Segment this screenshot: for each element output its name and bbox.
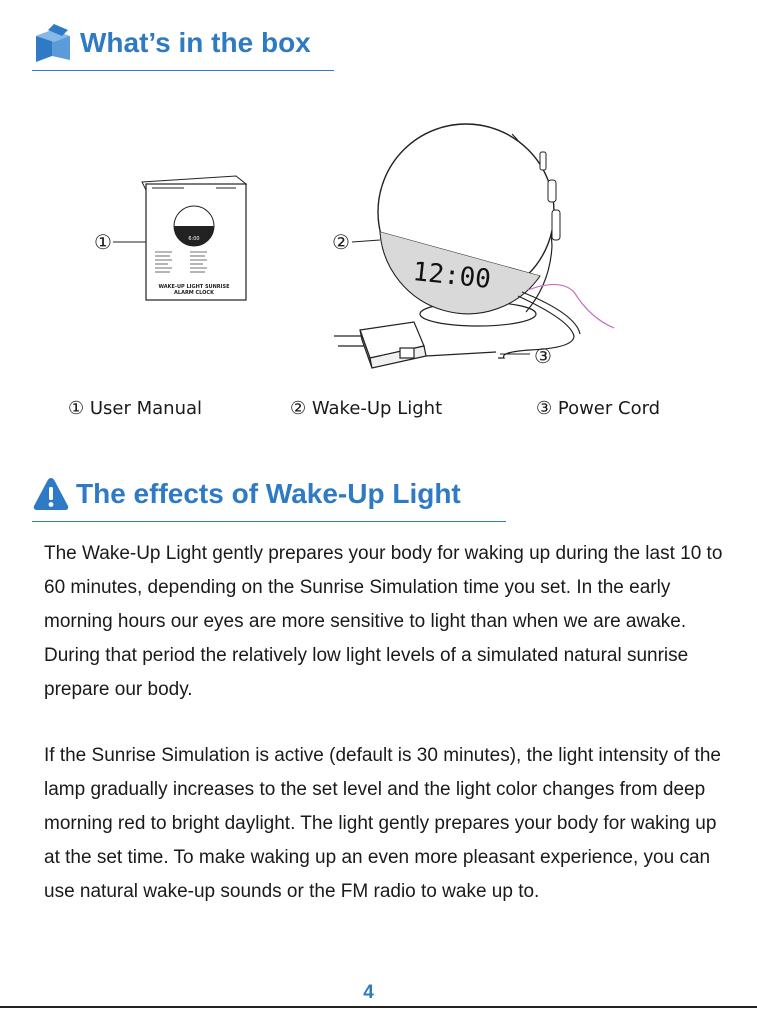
heading-underline (32, 70, 334, 71)
section-title: What’s in the box (80, 27, 311, 58)
manual-title-line1: WAKE-UP LIGHT SUNRISE (158, 284, 230, 290)
warning-icon (32, 476, 70, 512)
user-manual-illustration (142, 176, 246, 300)
heading-underline (32, 521, 506, 522)
wake-up-light-illustration (378, 124, 560, 326)
manual-clock-text: 6:00 (188, 236, 200, 242)
section-heading-effects (32, 476, 461, 512)
paragraph-2: If the Sunrise Simulation is active (default is 30 minutes), the light intensity of the lamp gradually increases to the set level and the light color changes from deep morning red to bright daylight. The light gently prepares your body for waking up at the set time. To make waking up an even more pleasant experience, you can use natural wake-up sounds or the FM radio to wake up to. (44, 745, 721, 902)
callout-1: ① (94, 230, 112, 254)
page-number: 4 (363, 982, 374, 1003)
box-contents-illustration (0, 100, 757, 390)
manual-title-line2: ALARM CLOCK (174, 290, 214, 296)
display-reading: 12:00 (411, 256, 493, 295)
section-title: The effects of Wake-Up Light (76, 478, 461, 509)
box-icon (32, 22, 74, 64)
caption-wake-up-light: ② Wake-Up Light (290, 398, 443, 419)
callout-2: ② (332, 230, 350, 254)
paragraph-1: The Wake-Up Light gently prepares your body for waking up during the last 10 to 60 minutes, depending on the Sunrise Simulation time you set. In the early morning hours our eyes are more sensitive to light than when we are awake. During that period the relatively low light levels of a simulated natural sunrise prepare our body. (44, 543, 723, 700)
caption-user-manual: ① User Manual (68, 398, 203, 419)
section-heading-box (32, 22, 311, 64)
footer-rule (0, 1006, 757, 1008)
caption-power-cord: ③ Power Cord (536, 398, 661, 419)
callout-3: ③ (534, 344, 552, 368)
